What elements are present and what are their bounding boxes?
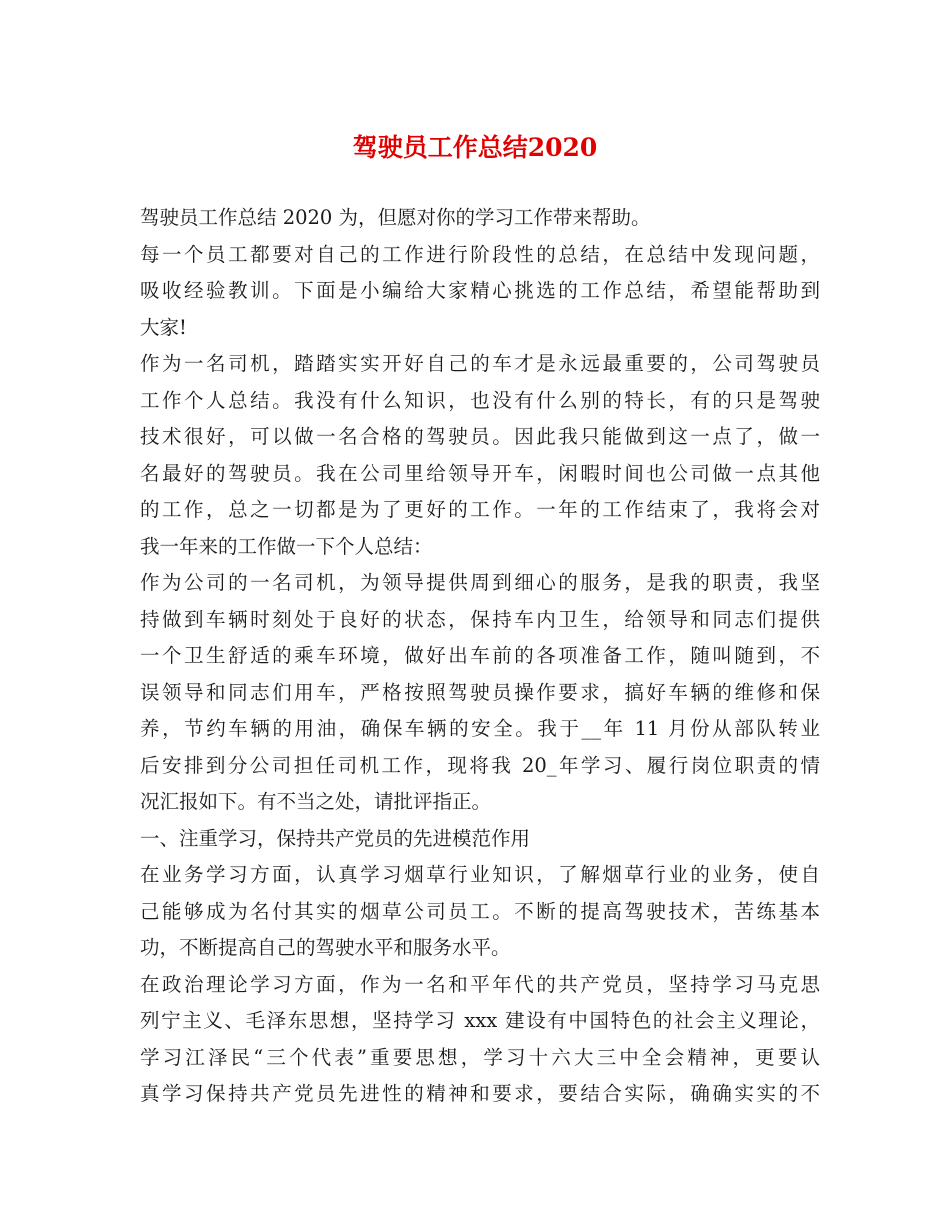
text-line: 学习江泽民“三个代表”重要思想，学习十六大三中全会精神，更要认 [140, 1045, 820, 1069]
text-line: 一个卫生舒适的乘车环境，做好出车前的各项准备工作，随叫随到，不 [140, 644, 820, 667]
text-line: 我一年来的工作做一下个人总结： [140, 534, 433, 558]
text-line: 在政治理论学习方面，作为一名和平年代的共产党员，坚持学习马克思 [140, 972, 820, 996]
document-body [140, 200, 820, 1113]
text-line: 列宁主义、毛泽东思想，坚持学习 xxx 建设有中国特色的社会主义理论， [140, 1009, 820, 1032]
text-line: 持做到车辆时刻处于良好的状态，保持车内卫生，给领导和同志们提供 [140, 607, 820, 631]
text-line: 每一个员工都要对自己的工作进行阶段性的总结，在总结中发现问题， [140, 242, 820, 266]
text-line: 养，节约车辆的用油，确保车辆的安全。我于__年 11 月份从部队转业 [140, 717, 820, 740]
text-line: 在业务学习方面，认真学习烟草行业知识，了解烟草行业的业务，使自 [140, 863, 820, 886]
text-line: 己能够成为名付其实的烟草公司员工。不断的提高驾驶技术，苦练基本 [140, 899, 820, 923]
text-line: 况汇报如下。有不当之处，请批评指正。 [140, 790, 492, 813]
text-line: 一、注重学习，保持共产党员的先进模范作用 [140, 826, 531, 850]
text-line: 技术很好，可以做一名合格的驾驶员。因此我只能做到这一点了，做一 [140, 425, 820, 448]
document-title: 驾驶员工作总结2020 [352, 133, 598, 162]
text-line: 驾驶员工作总结 2020 为，但愿对你的学习工作带来帮助。 [140, 206, 651, 229]
text-line: 的工作，总之一切都是为了更好的工作。一年的工作结束了，我将会对 [140, 498, 820, 521]
text-line: 作为公司的一名司机，为领导提供周到细心的服务，是我的职责，我坚 [140, 571, 820, 594]
text-line: 吸收经验教训。下面是小编给大家精心挑选的工作总结，希望能帮助到 [140, 279, 820, 302]
text-line: 后安排到分公司担任司机工作，现将我 20_年学习、履行岗位职责的情 [140, 753, 820, 777]
text-line: 大家! [140, 315, 187, 339]
text-line: 功，不断提高自己的驾驶水平和服务水平。 [140, 936, 511, 959]
text-line: 名最好的驾驶员。我在公司里给领导开车，闲暇时间也公司做一点其他 [140, 461, 820, 485]
text-line: 误领导和同志们用车，严格按照驾驶员操作要求，搞好车辆的维修和保 [140, 680, 820, 704]
text-line: 作为一名司机，踏踏实实开好自己的车才是永远最重要的，公司驾驶员 [140, 352, 820, 375]
text-line: 工作个人总结。我没有什么知识，也没有什么别的特长，有的只是驾驶 [140, 388, 820, 412]
text-line: 真学习保持共产党员先进性的精神和要求，要结合实际，确确实实的不 [140, 1082, 820, 1105]
